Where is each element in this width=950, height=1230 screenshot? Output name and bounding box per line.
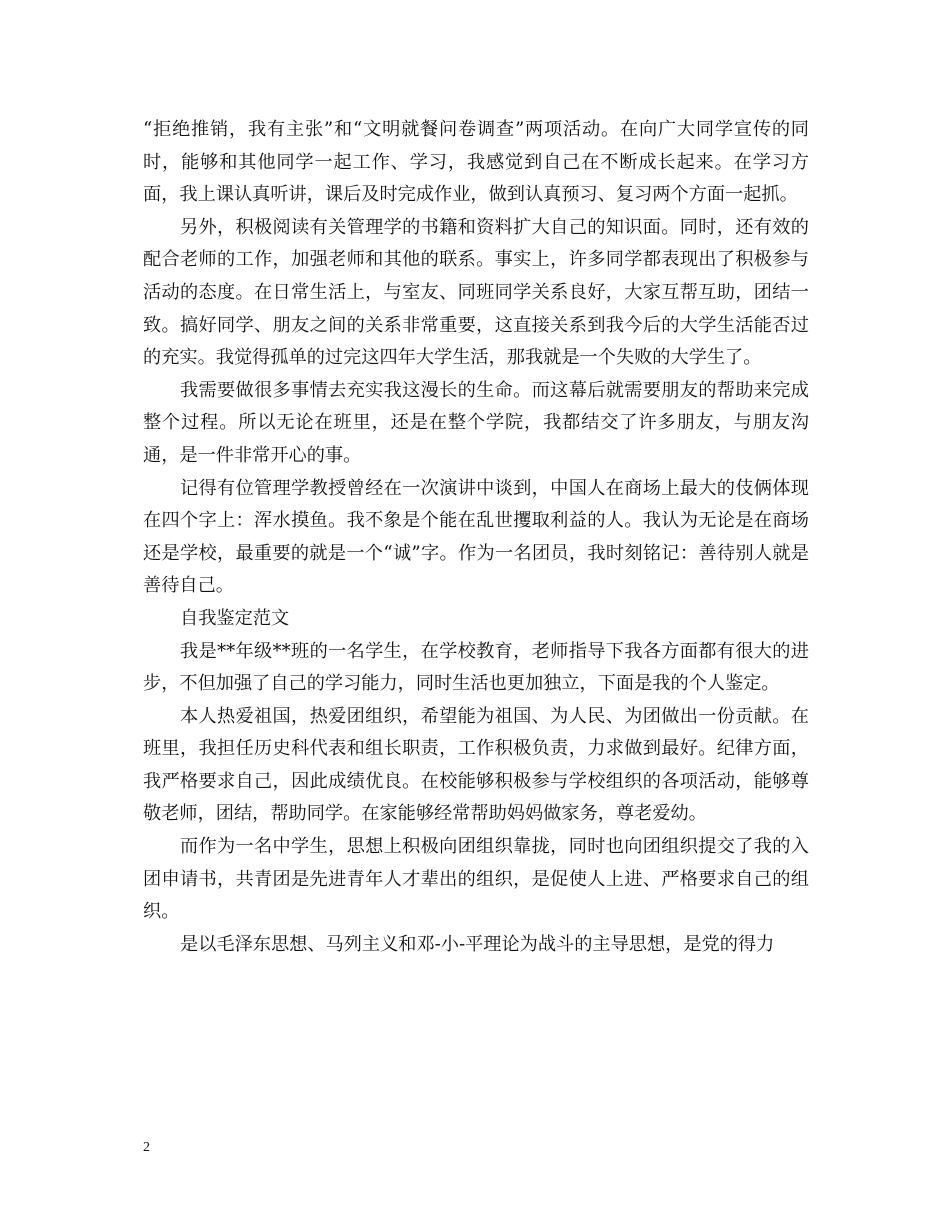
page-number: 2 bbox=[143, 1140, 150, 1155]
paragraph-management-reading: 另外，积极阅读有关管理学的书籍和资料扩大自己的知识面。同时，还有效的配合老师的工作，加强老师和其他的联系。事实上，许多同学都表现出了积极参与活动的态度。在日常生活上，与室友、同班同学关系良好，大家互帮互助，团结一致。搞好同学、朋友之间的关系非常重要，这直接关系到我今后的大学生活能否过的充实。我觉得孤单的过完这四年大学生活，那我就是一个失败的大学生了。 bbox=[143, 216, 809, 369]
paragraph-activities-continuation: “拒绝推销，我有主张”和“文明就餐问卷调查”两项活动。在向广大同学宣传的同时，能够和其他同学一起工作、学习，我感觉到自己在不断成长起来。在学习方面，我上课认真听讲，课后及时完成作业，做到认真预习、复习两个方面一起抓。 bbox=[143, 119, 809, 206]
paragraph-friends: 我需要做很多事情去充实我这漫长的生命。而这幕后就需要朋友的帮助来完成整个过程。所以无论在班里，还是在整个学院，我都结交了许多朋友，与朋友沟通，是一件非常开心的事。 bbox=[143, 379, 809, 466]
section-heading: 自我鉴定范文 bbox=[180, 607, 290, 629]
paragraph-self-intro: 我是**年级**班的一名学生，在学校教育，老师指导下我各方面都有很大的进步，不但加强了自己的学习能力，同时生活也更加独立，下面是我的个人鉴定。 bbox=[143, 640, 809, 695]
paragraph-league-application: 而作为一名中学生，思想上积极向团组织靠拢，同时也向团组织提交了我的入团申请书，共青团是先进青年人才辈出的组织，是促使人上进、严格要求自己的组织。 bbox=[143, 836, 809, 923]
document-body bbox=[143, 114, 809, 961]
paragraph-guiding-thought: 是以毛泽东思想、马列主义和邓-小-平理论为战斗的主导思想，是党的得力 bbox=[180, 933, 775, 955]
paragraph-honesty: 记得有位管理学教授曾经在一次演讲中谈到，中国人在商场上最大的伎俩体现在四个字上：浑水摸鱼。我不象是个能在乱世攫取利益的人。我认为无论是在商场还是学校，最重要的就是一个“诚”字。作为一名团员，我时刻铭记：善待别人就是善待自己。 bbox=[143, 477, 809, 597]
paragraph-patriotism: 本人热爱祖国，热爱团组织，希望能为祖国、为人民、为团做出一份贡献。在班里，我担任历史科代表和组长职责，工作积极负责，力求做到最好。纪律方面，我严格要求自己，因此成绩优良。在校能够积极参与学校组织的各项活动，能够尊敬老师，团结，帮助同学。在家能够经常帮助妈妈做家务，尊老爱幼。 bbox=[143, 705, 809, 825]
